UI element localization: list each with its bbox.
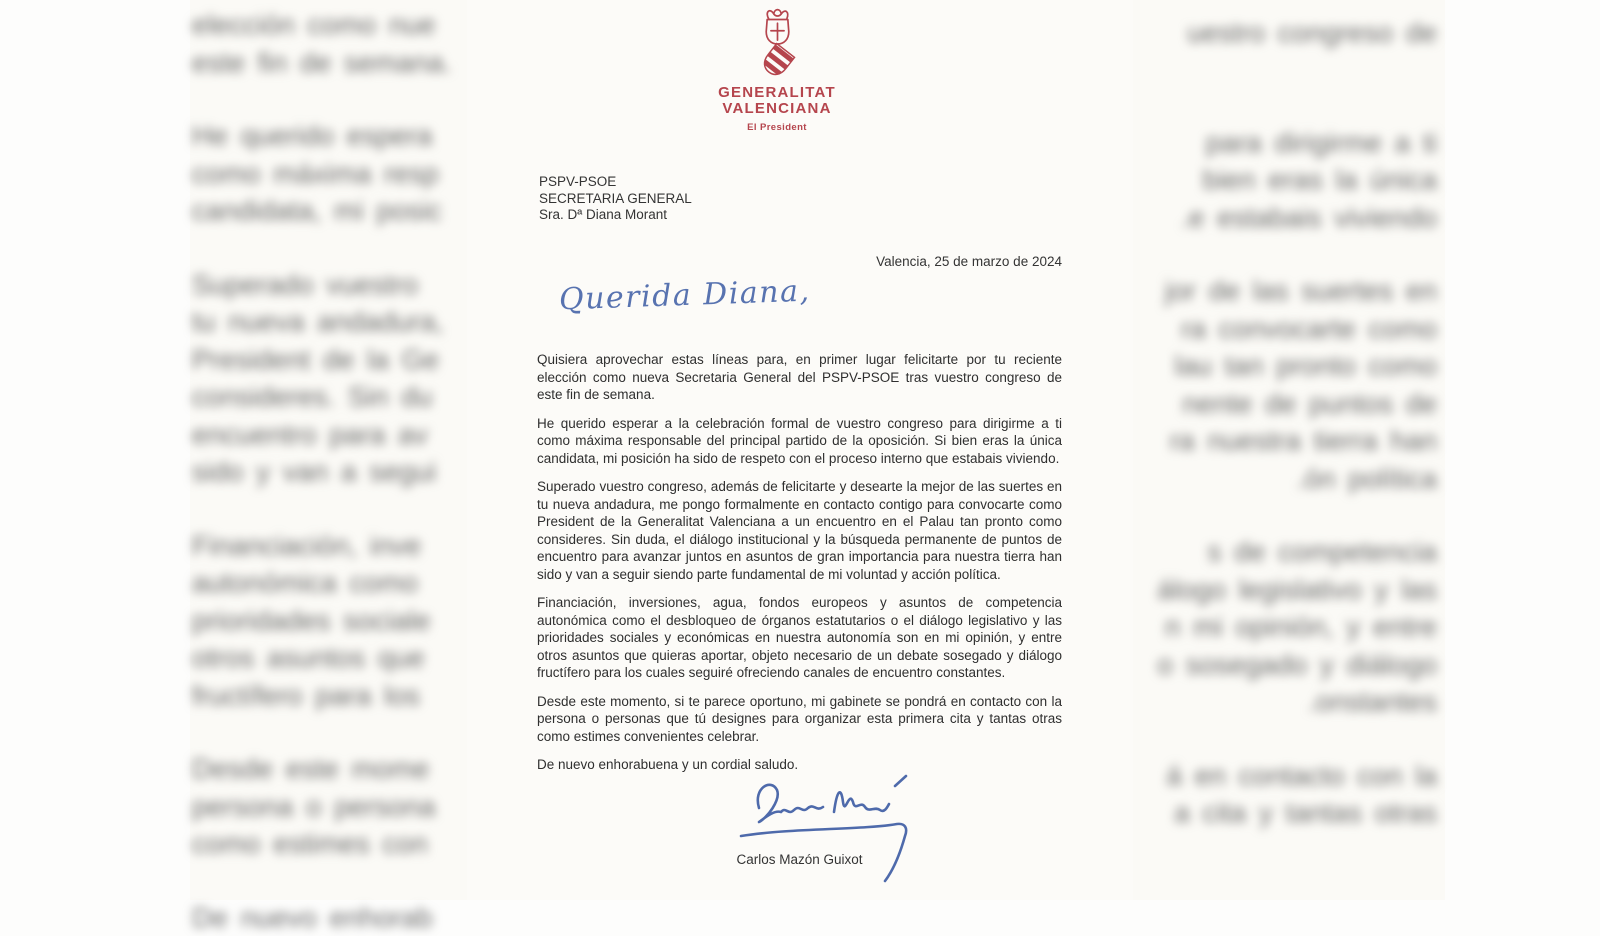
blurred-text-line: President de la Ge bbox=[192, 341, 470, 379]
letter-page bbox=[467, 0, 1133, 900]
blurred-text-line: candidata, mi posic bbox=[192, 192, 470, 230]
letter-body bbox=[537, 351, 1062, 785]
blurred-text-line: Superado vuestro bbox=[192, 266, 470, 304]
blurred-text-line: sido y van a segui bbox=[192, 453, 470, 491]
paragraph-gap bbox=[192, 714, 470, 750]
blurred-text-line: álogo legislativo y las bbox=[1137, 571, 1437, 609]
blurred-text-line: ra convocarte como bbox=[1137, 310, 1437, 348]
blurred-text-left bbox=[192, 6, 470, 906]
blurred-text-line: He querido espera bbox=[192, 117, 470, 155]
paragraph-gap bbox=[1137, 52, 1437, 88]
blurred-text-line: ra nuestra tierra han bbox=[1137, 422, 1437, 460]
blurred-text-line: autonómica como bbox=[192, 564, 470, 602]
dateline: Valencia, 25 de marzo de 2024 bbox=[537, 254, 1062, 269]
blurred-text-line: persona o persona bbox=[192, 788, 470, 826]
recipient-line: PSPV-PSOE bbox=[539, 174, 692, 191]
paragraph-gap bbox=[192, 81, 470, 117]
blurred-text-line: ón política. bbox=[1137, 460, 1437, 498]
paragraph-gap bbox=[1137, 721, 1437, 757]
handwritten-salutation: Querida Diana, bbox=[558, 274, 811, 318]
blurred-text-line: jor de las suertes en bbox=[1137, 272, 1437, 310]
blurred-text-line: elección como nue bbox=[192, 6, 470, 44]
blurred-text-line: o sosegado y diálogo bbox=[1137, 646, 1437, 684]
blurred-text-line: a cita y tantas otras bbox=[1137, 794, 1437, 832]
blurred-text-right bbox=[1137, 14, 1437, 914]
letter-paragraph: Desde este momento, si te parece oportuno, mi gabinete se pondrá en contacto con la persona o personas que tú designes para organizar esta primera cita y tantas otras como estimes convenientes celebrar. bbox=[537, 693, 1062, 746]
paragraph-gap bbox=[1137, 236, 1437, 272]
blurred-text-line: Financiación, inve bbox=[192, 527, 470, 565]
letter-paragraph: Financiación, inversiones, agua, fondos europeos y asuntos de competencia autonómica como el desbloqueo de órganos estatutarios o el diálogo legislativo y las prioridades sociales y económicas en nuestra autonomía son en mi opinión, y entre otros asuntos que quieras aportar, objeto necesario de un debate sosegado y diálogo fructífero para los cuales seguiré ofreciendo canales de encuentro constantes. bbox=[537, 594, 1062, 682]
blurred-text-line: s de competencia bbox=[1137, 533, 1437, 571]
blurred-text-line: tu nueva andadura, bbox=[192, 303, 470, 341]
blurred-text-line: este fin de semana. bbox=[192, 44, 470, 82]
paragraph-gap bbox=[192, 491, 470, 527]
paragraph-gap bbox=[192, 863, 470, 899]
letterhead bbox=[527, 6, 1027, 133]
generalitat-coat-of-arms-icon bbox=[754, 6, 801, 80]
blurred-text-line: á en contacto con la bbox=[1137, 757, 1437, 795]
blurred-text-line: n mi opinión, y entre bbox=[1137, 608, 1437, 646]
blurred-text-line: consideres. Sin du bbox=[192, 378, 470, 416]
blurred-text-line: bien eras la única bbox=[1137, 161, 1437, 199]
recipient-line: SECRETARIA GENERAL bbox=[539, 191, 692, 208]
blurred-text-line: para dirigirme a ti bbox=[1137, 124, 1437, 162]
letter-paragraph: De nuevo enhorabuena y un cordial saludo. bbox=[537, 756, 1062, 774]
letter-paragraph: He querido esperar a la celebración formal de vuestro congreso para dirigirme a ti como máxima responsable del principal partido de la oposición. Si bien eras la única candidata, mi posición ha sido de respeto con el proceso interno que estabais viviendo. bbox=[537, 415, 1062, 468]
blurred-text-line: nente de puntos de bbox=[1137, 385, 1437, 423]
blurred-text-line: otros asuntos que bbox=[192, 639, 470, 677]
blurred-text-line: lau tan pronto como bbox=[1137, 347, 1437, 385]
blurred-text-line: encuentro para av bbox=[192, 416, 470, 454]
org-name-line2: VALENCIANA bbox=[527, 101, 1027, 117]
signer-name: Carlos Mazón Guixot bbox=[537, 852, 1062, 867]
blurred-text-line: onstantes. bbox=[1137, 683, 1437, 721]
blurred-text-line: como estimes con bbox=[192, 825, 470, 863]
org-name-line1: GENERALITAT bbox=[527, 85, 1027, 101]
blurred-text-line: e estabais viviendo. bbox=[1137, 199, 1437, 237]
office-title: El President bbox=[527, 122, 1027, 133]
blurred-text-line: De nuevo enhorab bbox=[192, 899, 470, 936]
blurred-text-line: prioridades sociale bbox=[192, 602, 470, 640]
paragraph-gap bbox=[1137, 497, 1437, 533]
letter-paragraph: Superado vuestro congreso, además de felicitarte y desearte la mejor de las suertes en tu nueva andadura, me pongo formalmente en contacto contigo para convocarte como President de la Generalitat Valenciana a un encuentro en el Palau tan pronto como consideres. Sin duda, el diálogo institucional y la búsqueda permanente de puntos de encuentro para avanzar juntos en asuntos de gran importancia para nuestra tierra han sido y van a seguir siendo parte fundamental de mi voluntad y acción política. bbox=[537, 478, 1062, 583]
recipient-line: Sra. Dª Diana Morant bbox=[539, 207, 692, 224]
blurred-text-line: como máxima resp bbox=[192, 155, 470, 193]
paragraph-gap bbox=[1137, 88, 1437, 124]
blurred-text-line: Desde este mome bbox=[192, 750, 470, 788]
blurred-text-line: fructífero para los bbox=[192, 677, 470, 715]
letter-paragraph: Quisiera aprovechar estas líneas para, en primer lugar felicitarte por tu reciente elección como nueva Secretaria General del PSPV-PSOE tras vuestro congreso de este fin de semana. bbox=[537, 351, 1062, 404]
blurred-text-line: uestro congreso de bbox=[1137, 14, 1437, 52]
paragraph-gap bbox=[192, 230, 470, 266]
recipient-block bbox=[539, 174, 692, 224]
